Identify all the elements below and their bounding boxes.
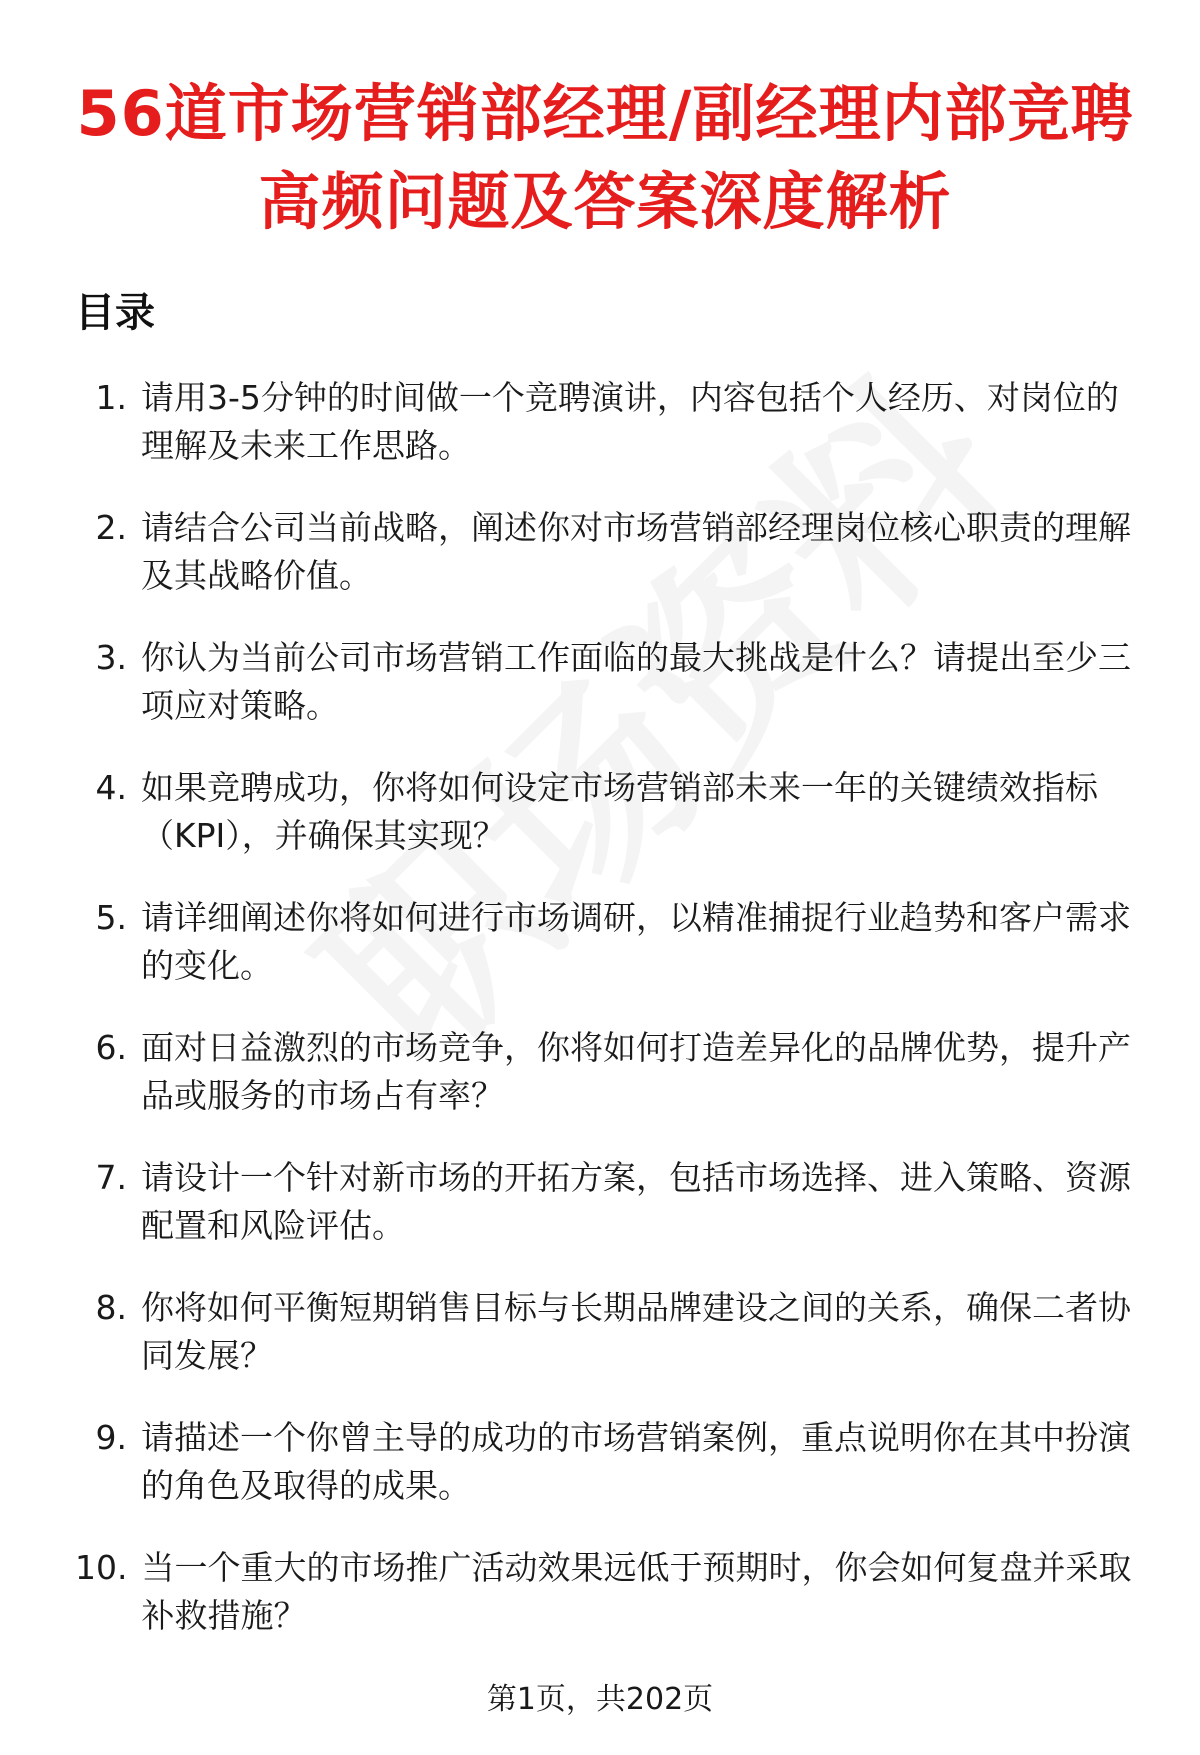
toc-item-text: 面对日益激烈的市场竞争，你将如何打造差异化的品牌优势，提升产品或服务的市场占有率？ [141,1028,1131,1115]
toc-item-text: 请设计一个针对新市场的开拓方案，包括市场选择、进入策略、资源配置和风险评估。 [141,1158,1131,1245]
page-title: 56道市场营销部经理/副经理内部竞聘高频问题及答案深度解析 [76,77,1134,238]
toc-item-text: 请详细阐述你将如何进行市场调研，以精准捕捉行业趋势和客户需求的变化。 [141,898,1131,985]
toc-item-text: 当一个重大的市场推广活动效果远低于预期时，你会如何复盘并采取补救措施？ [141,1548,1132,1635]
page-footer: 第1页，共202页 [486,1682,714,1717]
toc-item-text: 你将如何平衡短期销售目标与长期品牌建设之间的关系，确保二者协同发展？ [141,1288,1131,1375]
toc-item-text: 如果竞聘成功，你将如何设定市场营销部未来一年的关键绩效指标（KPI），并确保其实现？ [141,768,1098,855]
toc-item-1 [75,374,1135,470]
toc-list [75,374,1135,1640]
toc-item-number: 9. [95,1418,127,1457]
toc-item-number: 6. [95,1028,127,1067]
toc-item-number: 3. [95,638,127,677]
toc-item-8 [75,1284,1135,1380]
toc-item-text: 请描述一个你曾主导的成功的市场营销案例，重点说明你在其中扮演的角色及取得的成果。 [141,1418,1131,1505]
toc-item-number: 7. [95,1158,127,1197]
toc-item-text: 你认为当前公司市场营销工作面临的最大挑战是什么？请提出至少三项应对策略。 [141,638,1131,725]
toc-item-text: 请用3-5分钟的时间做一个竞聘演讲，内容包括个人经历、对岗位的理解及未来工作思路。 [141,378,1119,465]
toc-item-10 [75,1544,1135,1640]
toc-item-number: 10. [75,1548,128,1587]
toc-item-2 [75,504,1135,600]
toc-item-7 [75,1154,1135,1250]
toc-item-number: 5. [95,898,127,937]
toc-item-number: 4. [95,768,127,807]
toc-item-text: 请结合公司当前战略，阐述你对市场营销部经理岗位核心职责的理解及其战略价值。 [141,508,1131,595]
toc-item-number: 8. [95,1288,127,1327]
toc-item-number: 1. [95,378,127,417]
toc-item-9 [75,1414,1135,1510]
toc-item-6 [75,1024,1135,1120]
toc-heading: 目录 [75,290,155,336]
toc-item-number: 2. [95,508,127,547]
toc-item-4 [75,764,1135,860]
toc-item-5 [75,894,1135,990]
toc-item-3 [75,634,1135,730]
